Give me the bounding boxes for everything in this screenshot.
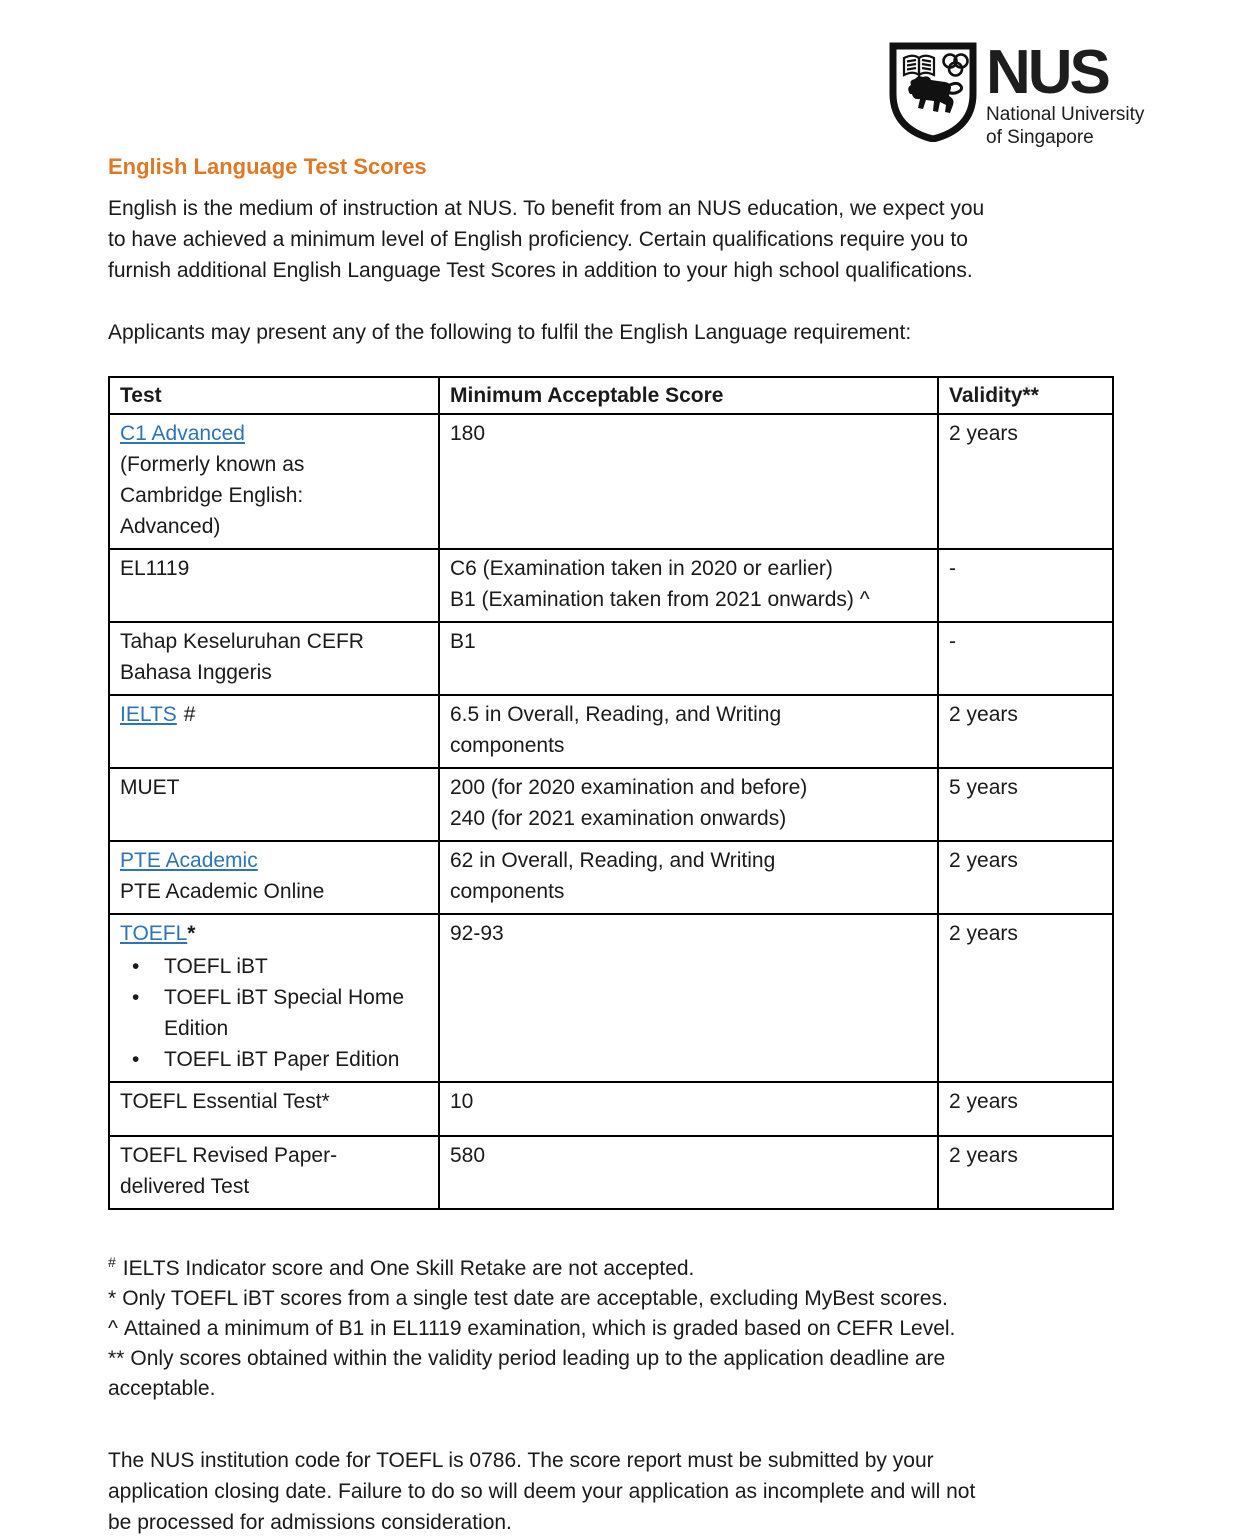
toefl-link[interactable]: TOEFL (120, 922, 188, 945)
pte-academic-link[interactable]: PTE Academic (120, 849, 258, 872)
footnote-text: Attained a minimum of B1 in EL1119 examination, which is graded based on CEFR Level. (123, 1317, 956, 1340)
validity-cell: 2 years (938, 695, 1113, 768)
nus-acronym: NUS (986, 38, 1108, 107)
test-cell-line: PTE Academic Online (120, 880, 325, 903)
test-cell-line: Bahasa Inggeris (120, 661, 272, 684)
intro-line: furnish additional English Language Test Scores in addition to your high school qualifications. (108, 259, 973, 282)
footnote-marker: # (108, 1254, 116, 1270)
score-line: components (450, 734, 565, 757)
footnote-marker: ^ (108, 1317, 118, 1340)
score-line: B1 (Examination taken from 2021 onwards) ^ (450, 588, 870, 611)
footnote-text: IELTS Indicator score and One Skill Retake are not accepted. (122, 1257, 695, 1280)
score-line: 240 (for 2021 examination onwards) (450, 807, 787, 830)
test-cell (109, 414, 439, 549)
score-line: C6 (Examination taken in 2020 or earlier) (450, 557, 833, 580)
score-line: 10 (450, 1090, 474, 1113)
footnote-wrap-line: acceptable. (108, 1377, 216, 1400)
closing-line: be processed for admissions consideration. (108, 1511, 512, 1534)
logo-subtitle-line1: National University (986, 104, 1145, 125)
score-line: 6.5 in Overall, Reading, and Writing (450, 703, 782, 726)
score-cell (439, 914, 938, 1082)
validity-cell: 2 years (938, 914, 1113, 1082)
score-cell (439, 768, 938, 841)
test-cell (109, 622, 439, 695)
footnote (108, 1284, 1112, 1314)
test-cell (109, 1082, 439, 1136)
test-cell-line: delivered Test (120, 1175, 250, 1198)
score-line: components (450, 880, 565, 903)
validity-cell: - (938, 549, 1113, 622)
footnote (108, 1247, 1112, 1284)
column-header-validity: Validity** (938, 377, 1113, 414)
score-line: B1 (450, 630, 476, 653)
toefl-variant-list (120, 951, 428, 1075)
table-row (109, 1136, 1113, 1209)
score-line: 62 in Overall, Reading, and Writing (450, 849, 776, 872)
table-row (109, 768, 1113, 841)
table-row (109, 549, 1113, 622)
column-header-score: Minimum Acceptable Score (439, 377, 938, 414)
closing-line: application closing date. Failure to do so will deem your application as incomplete and will not (108, 1480, 976, 1503)
test-cell (109, 768, 439, 841)
intro-paragraph (108, 193, 1112, 286)
page-title: English Language Test Scores (108, 154, 427, 179)
nus-crest-icon (888, 42, 978, 142)
ielts-link[interactable]: IELTS (120, 703, 177, 726)
score-cell (439, 841, 938, 914)
intro-line: to have achieved a minimum level of English proficiency. Certain qualifications require you to (108, 228, 968, 251)
table-row (109, 414, 1113, 549)
validity-cell: 2 years (938, 414, 1113, 549)
test-cell-line: Tahap Keseluruhan CEFR (120, 630, 364, 653)
list-item: • TOEFL iBT (132, 951, 428, 982)
scores-table (108, 376, 1114, 1210)
test-cell-line: EL1119 (120, 557, 190, 580)
applicants-line: Applicants may present any of the following to fulfil the English Language requirement: (108, 321, 912, 344)
validity-cell: 5 years (938, 768, 1113, 841)
test-cell (109, 549, 439, 622)
test-cell-line: TOEFL Essential Test* (120, 1090, 330, 1113)
nus-logo (888, 38, 1145, 149)
validity-cell: - (938, 622, 1113, 695)
validity-cell: 2 years (938, 841, 1113, 914)
score-line: 580 (450, 1144, 486, 1167)
footnote-text: Only scores obtained within the validity period leading up to the application deadline are (130, 1347, 946, 1370)
logo-subtitle-line2: of Singapore (986, 127, 1094, 148)
intro-line: English is the medium of instruction at NUS. To benefit from an NUS education, we expect you (108, 197, 985, 220)
toefl-footnote-marker: * (187, 922, 196, 945)
validity-cell: 2 years (938, 1082, 1113, 1136)
test-cell-line: MUET (120, 776, 180, 799)
closing-line: The NUS institution code for TOEFL is 0786. The score report must be submitted by your (108, 1449, 934, 1472)
score-cell (439, 622, 938, 695)
table-header-row (109, 377, 1113, 414)
nus-wordmark (986, 38, 1145, 149)
score-line: 180 (450, 422, 486, 445)
ielts-footnote-marker: # (183, 703, 196, 726)
score-cell (439, 695, 938, 768)
validity-cell: 2 years (938, 1136, 1113, 1209)
score-cell (439, 414, 938, 549)
test-cell-line: (Formerly known as (120, 453, 305, 476)
score-cell (439, 1082, 938, 1136)
score-line: 92-93 (450, 922, 504, 945)
test-cell (109, 695, 439, 768)
table-row (109, 841, 1113, 914)
test-cell-line: Advanced) (120, 515, 221, 538)
score-cell (439, 1136, 938, 1209)
score-line: 200 (for 2020 examination and before) (450, 776, 808, 799)
table-row (109, 914, 1113, 1082)
footnote-marker: ** (108, 1347, 125, 1370)
table-row (109, 695, 1113, 768)
list-item: • TOEFL iBT Paper Edition (132, 1044, 428, 1075)
test-cell (109, 1136, 439, 1209)
test-cell (109, 841, 439, 914)
footnote (108, 1344, 1112, 1374)
test-cell-line: Cambridge English: (120, 484, 304, 507)
table-row (109, 622, 1113, 695)
list-item: • TOEFL iBT Special Home Edition (132, 982, 428, 1044)
footnote (108, 1314, 1112, 1344)
table-row (109, 1082, 1113, 1136)
score-cell (439, 549, 938, 622)
footnote-marker: * (108, 1287, 117, 1310)
c1-advanced-link[interactable]: C1 Advanced (120, 422, 245, 445)
test-cell (109, 914, 439, 1082)
document-content (108, 152, 1112, 1538)
test-cell-line: TOEFL Revised Paper- (120, 1144, 338, 1167)
footnote-text: Only TOEFL iBT scores from a single test date are acceptable, excluding MyBest scores. (122, 1287, 948, 1310)
footnotes-block (108, 1247, 1112, 1404)
column-header-test: Test (109, 377, 439, 414)
